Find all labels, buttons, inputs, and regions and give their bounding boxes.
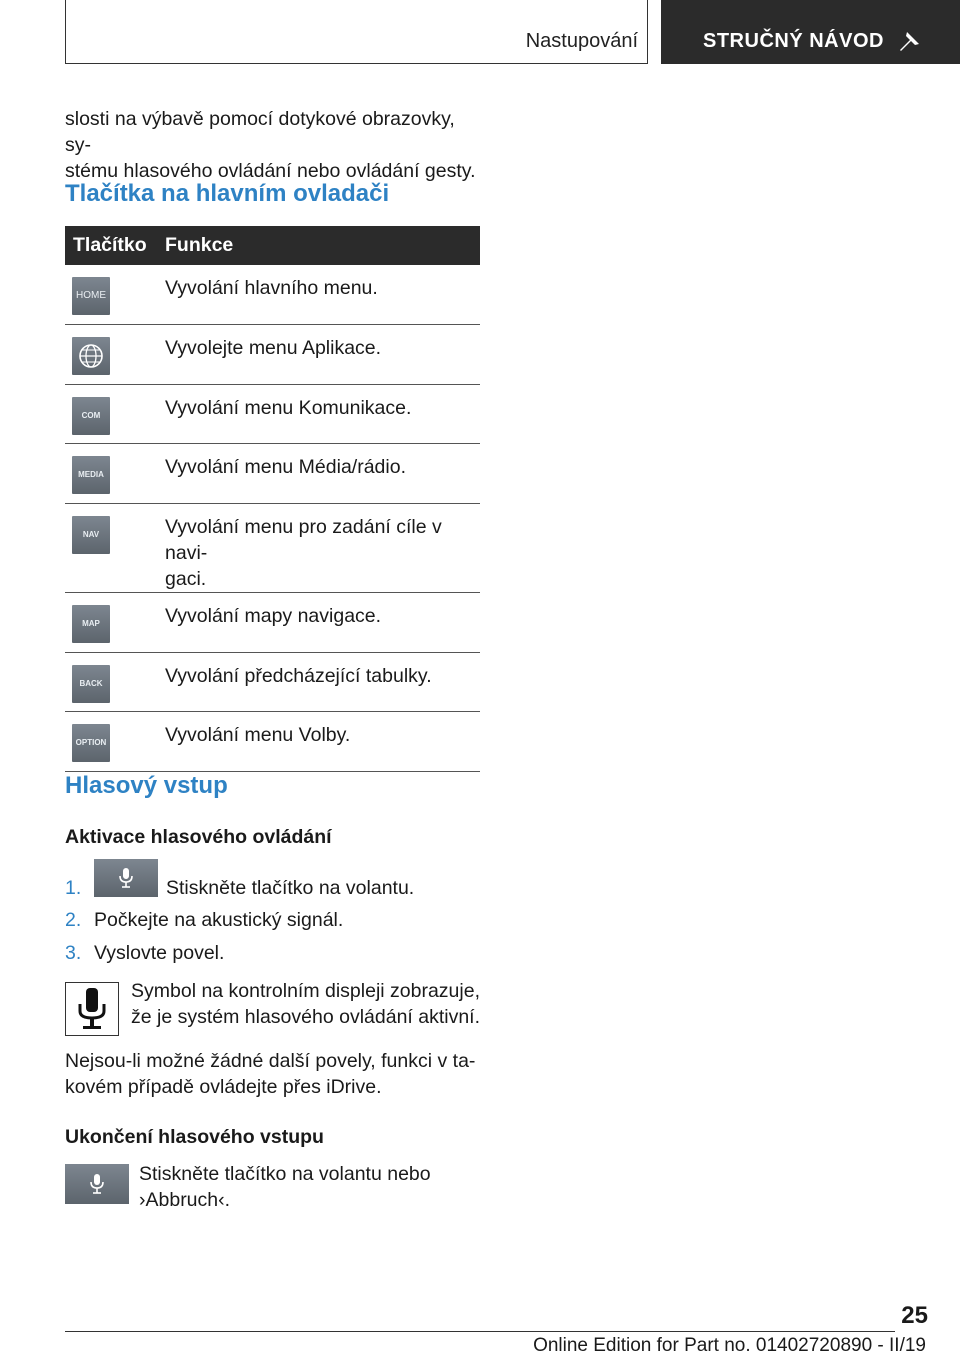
media-key-icon: MEDIA bbox=[72, 456, 110, 494]
subheading-end: Ukončení hlasového vstupu bbox=[65, 1126, 324, 1148]
intro-text: slosti na výbavě pomocí dotykové obrazovky, sy- stému hlasového ovládání nebo ovládání gesty. bbox=[65, 108, 476, 182]
function-text: Vyvolání menu Volby. bbox=[165, 711, 480, 771]
back-key-icon: BACK bbox=[72, 665, 110, 703]
function-text: Vyvolání menu Média/rádio. bbox=[165, 443, 480, 503]
table-row bbox=[65, 324, 480, 384]
table-row bbox=[65, 384, 480, 443]
table-row bbox=[65, 711, 480, 771]
header-section: Nastupování bbox=[525, 30, 638, 52]
table-row bbox=[65, 652, 480, 711]
nav-key-icon: NAV bbox=[72, 516, 110, 554]
voice-active-symbol-icon bbox=[65, 982, 119, 1036]
function-text: Vyvolání předcházející tabulky. bbox=[165, 652, 480, 711]
home-key-icon: HOME bbox=[72, 277, 110, 315]
table-row bbox=[65, 443, 480, 503]
com-key-icon: COM bbox=[72, 397, 110, 435]
mic-button-icon bbox=[94, 859, 158, 897]
footer-edition: Online Edition for Part no. 01402720890 - II/19 bbox=[533, 1335, 926, 1356]
function-text: Vyvolejte menu Aplikace. bbox=[165, 324, 480, 384]
section-title-buttons: Tlačítka na hlavním ovladači bbox=[65, 180, 390, 207]
section-title-voice: Hlasový vstup bbox=[65, 772, 228, 799]
footer-divider bbox=[65, 1331, 895, 1332]
paragraph-idrive: Nejsou-li možné žádné další povely, funkci v ta- kovém případě ovládejte přes iDrive. bbox=[65, 1050, 476, 1098]
header-chapter-tab bbox=[661, 0, 960, 64]
table-row bbox=[65, 265, 480, 324]
symbol-note: Symbol na kontrolním displeji zobrazuje, že je systém hlasového ovládání aktivní. bbox=[131, 980, 481, 1028]
col-header-function: Funkce bbox=[165, 226, 480, 265]
header-chapter: STRUČNÝ NÁVOD bbox=[703, 30, 884, 52]
col-header-button: Tlačítko bbox=[65, 226, 165, 265]
option-key-icon: OPTION bbox=[72, 724, 110, 762]
table-row bbox=[65, 592, 480, 652]
subheading-activate: Aktivace hlasového ovládání bbox=[65, 826, 332, 848]
page-number: 25 bbox=[901, 1302, 928, 1329]
mic-button-icon bbox=[65, 1164, 129, 1204]
quick-guide-icon bbox=[897, 30, 921, 54]
end-instruction: Stiskněte tlačítko na volantu nebo ›Abbruch‹. bbox=[139, 1163, 431, 1211]
globe-key-icon bbox=[72, 337, 110, 375]
table-row bbox=[65, 503, 480, 592]
map-key-icon: MAP bbox=[72, 605, 110, 643]
function-text: Vyvolání mapy navigace. bbox=[165, 592, 480, 652]
buttons-table bbox=[65, 226, 480, 772]
function-text: Vyvolání menu pro zadání cíle v navi- gaci. bbox=[165, 503, 480, 592]
function-text: Vyvolání menu Komunikace. bbox=[165, 384, 480, 443]
function-text: Vyvolání hlavního menu. bbox=[165, 265, 480, 324]
